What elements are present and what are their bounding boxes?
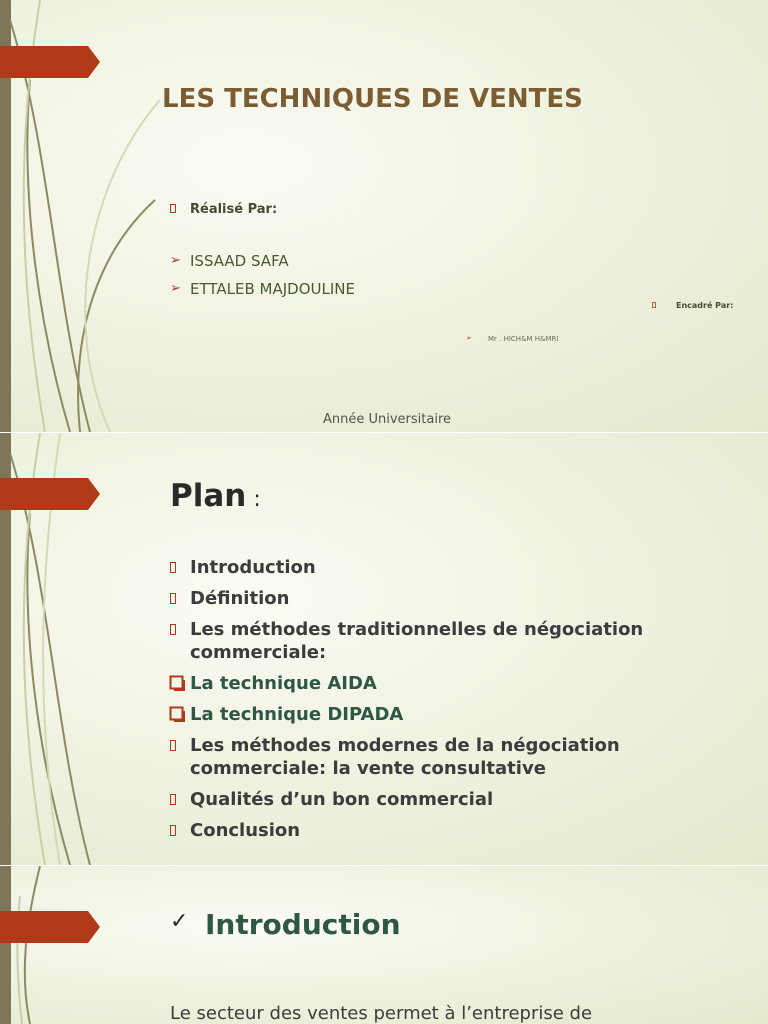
plan-heading: Plan : bbox=[170, 478, 261, 514]
slide-plan bbox=[0, 433, 768, 865]
square-bullet-icon bbox=[170, 794, 176, 805]
checkbox-bullet-icon bbox=[169, 675, 185, 691]
made-by-label: Réalisé Par: bbox=[190, 202, 278, 217]
plan-item-continuation: commerciale: la vente consultative bbox=[190, 758, 546, 779]
arrow-bullet-icon: ➢ bbox=[170, 253, 181, 268]
academic-year-label: Année Universitaire bbox=[323, 412, 452, 427]
title-accent-tag bbox=[0, 911, 100, 943]
square-bullet-icon bbox=[170, 204, 176, 213]
supervisor-name: Mr . HICH&M H&MRI bbox=[488, 335, 559, 343]
square-bullet-icon bbox=[170, 740, 176, 751]
arrow-bullet-icon: ➢ bbox=[170, 281, 181, 296]
supervisor-label: Encadré Par: bbox=[676, 301, 734, 310]
plan-item: Introduction bbox=[190, 557, 316, 578]
title-accent-tag bbox=[0, 478, 100, 510]
square-bullet-icon bbox=[170, 593, 176, 604]
decorative-curves bbox=[0, 866, 200, 1024]
body-text: Le secteur des ventes permet à l’entreprise de bbox=[170, 1003, 593, 1024]
author-name: ISSAAD SAFA bbox=[190, 252, 289, 270]
slide-title bbox=[0, 0, 768, 432]
square-bullet-icon bbox=[652, 302, 656, 308]
plan-item-highlight: La technique AIDA bbox=[190, 673, 377, 694]
slide-introduction bbox=[0, 866, 768, 1024]
arrow-bullet-icon: ➢ bbox=[466, 334, 472, 342]
plan-item: Les méthodes modernes de la négociation bbox=[190, 735, 620, 756]
plan-item: Conclusion bbox=[190, 820, 301, 841]
title-accent-tag bbox=[0, 46, 100, 78]
plan-item: Les méthodes traditionnelles de négociation bbox=[190, 619, 644, 640]
plan-item-highlight: La technique DIPADA bbox=[190, 704, 404, 725]
checkbox-bullet-icon bbox=[169, 706, 185, 722]
plan-item-continuation: commerciale: bbox=[190, 642, 327, 663]
author-name: ETTALEB MAJDOULINE bbox=[190, 280, 355, 298]
square-bullet-icon bbox=[170, 562, 176, 573]
plan-item: Qualités d’un bon commercial bbox=[190, 789, 494, 810]
square-bullet-icon bbox=[170, 624, 176, 635]
section-heading: Introduction bbox=[205, 908, 401, 941]
check-bullet-icon: ✓ bbox=[170, 909, 189, 934]
plan-item: Définition bbox=[190, 588, 290, 609]
square-bullet-icon bbox=[170, 825, 176, 836]
presentation-title: LES TECHNIQUES DE VENTES bbox=[162, 84, 583, 114]
